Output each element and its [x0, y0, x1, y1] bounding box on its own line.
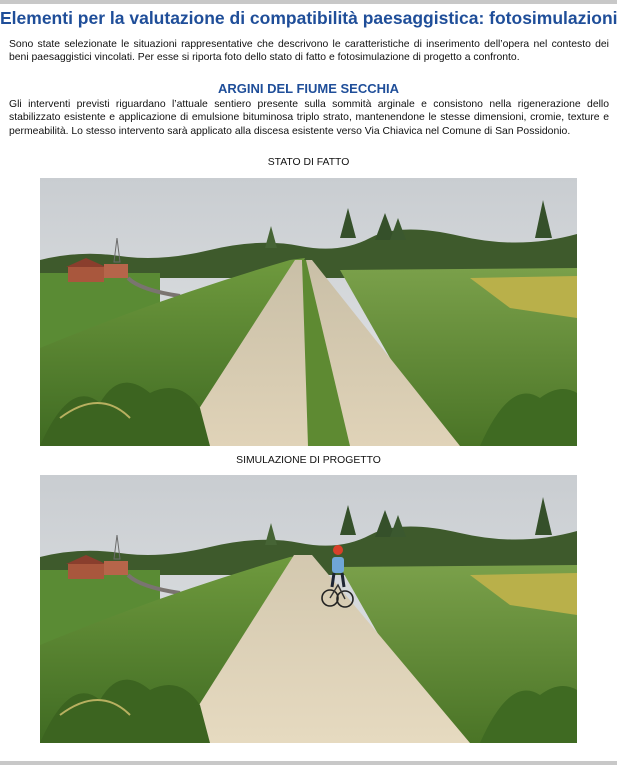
photo-caption-before: STATO DI FATTO	[267, 157, 350, 168]
photo-caption-after: SIMULAZIONE DI PROGETTO	[236, 455, 381, 466]
intro-paragraph: Sono state selezionate le situazioni rappresentative che descrivono le caratteristiche di inserimento dell’opera nel contesto dei beni paesaggistici vincolati. Per esse si riporta foto dello stato di fatto e fotosimulazione di progetto a confronto.	[9, 39, 609, 64]
section-title: ARGINI DEL FIUME SECCHIA	[217, 81, 400, 96]
section-paragraph: Gli interventi previsti riguardano l’attuale sentiero presente sulla sommità arginale e consistono nella rigenerazione dello stabilizzato esistente e applicazione di emulsione bituminosa triplo strato, mantenendone le stesse dimensioni, cromie, texture e permeabilità. Lo stesso intervento sarà applicato alla discesa esistente verso Via Chiavica nel Comune di San Possidonio.	[9, 99, 609, 137]
photo-project-simulation	[40, 475, 577, 743]
photo-current-state	[40, 178, 577, 446]
bottom-rule	[0, 761, 617, 765]
top-rule	[0, 0, 617, 4]
page-title: Elementi per la valutazione di compatibilità paesaggistica: fotosimulazioni	[0, 8, 617, 28]
